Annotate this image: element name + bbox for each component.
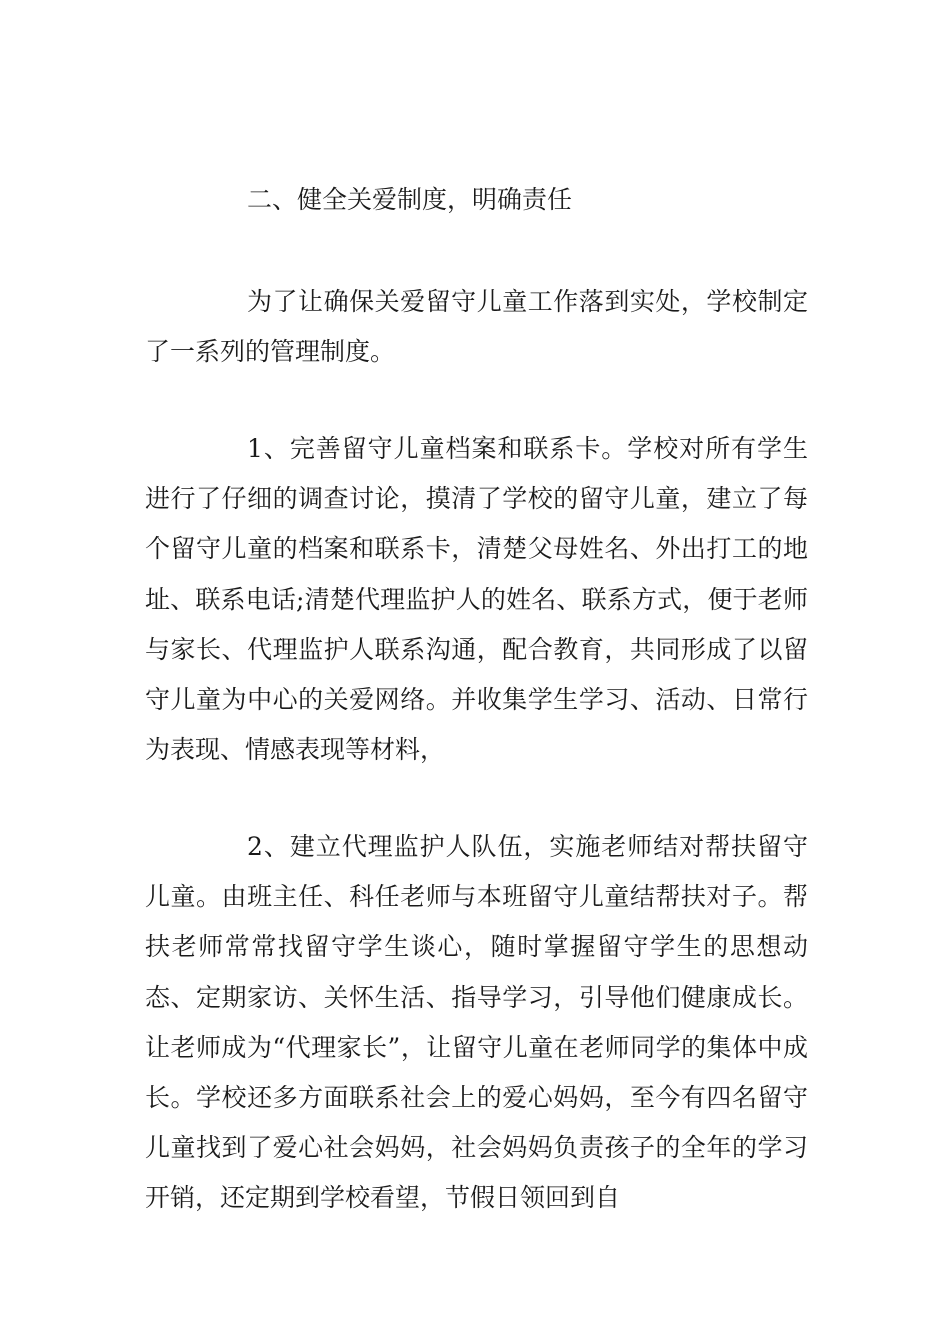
paragraph-intro: 为了让确保关爱留守儿童工作落到实处，学校制定了一系列的管理制度。 bbox=[145, 287, 808, 367]
section-heading: 二、健全关爱制度，明确责任 bbox=[247, 185, 573, 214]
paragraph-item-1: 1、完善留守儿童档案和联系卡。学校对所有学生进行了仔细的调查讨论，摸清了学校的留守儿童，建立了每个留守儿童的档案和联系卡，清楚父母姓名、外出打工的地址、联系电话;清楚代理监护人的姓名、联系方式，便于老师与家长、代理监护人联系沟通，配合教育，共同形成了以留守儿童为中心的关爱网络。并收集学生学习、活动、日常行为表现、情感表现等材料， bbox=[145, 434, 808, 765]
paragraph-item-2: 2、建立代理监护人队伍，实施老师结对帮扶留守儿童。由班主任、科任老师与本班留守儿童结帮扶对子。帮扶老师常常找留守学生谈心，随时掌握留守学生的思想动态、定期家访、关怀生活、指导学习，引导他们健康成长。让老师成为“代理家长”，让留守儿童在老师同学的集体中成长。学校还多方面联系社会上的爱心妈妈，至今有四名留守儿童找到了爱心社会妈妈，社会妈妈负责孩子的全年的学习开销，还定期到学校看望，节假日领回到自 bbox=[145, 832, 808, 1213]
